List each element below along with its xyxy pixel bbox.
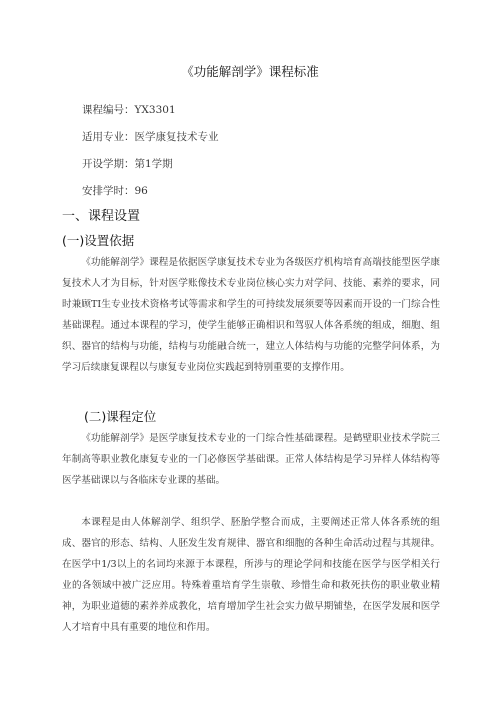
meta-hours: 安排学时：96 — [82, 185, 148, 197]
paragraph-basis: 《功能解剖学》课程是依据医学康复技术专业为各级医疗机构培育高端技能型医学康复技术人才为目标，针对医学账像技术专业岗位核心实力对学问、技能、素养的要求，同时兼顾TI生专业技术资格考试等需求和学生的可持续发展须要等因素而开设的一门综合性基础课程。通过本课程的学习，使学生能够正确相识和驾驭人体各系统的组成，细胞、组织、器官的结构与功能，结构与功能融合统一，建立人体结构与功能的完整学问体系，为学习后续康复课程以与康复专业岗位实践起到特别重要的支撑作用。 — [62, 257, 441, 373]
subsection-heading-positioning: (二)课程定位 — [84, 409, 157, 424]
meta-major: 适用专业：医学康复技术专业 — [82, 131, 219, 143]
meta-course-code: 课程编号：YX3301 — [82, 104, 176, 116]
meta-semester: 开设学期：第1学期 — [82, 158, 173, 170]
subsection-heading-basis: (一)设置依据 — [62, 233, 135, 248]
page-title: 《功能解剖学》课程标准 — [181, 64, 319, 79]
paragraph-positioning-2: 本课程是由人体解剖学、组织学、胚胎学整合而成，主要阐述正常人体各系统的组成、器官的形态、结构、人胚发生发育规律、器官和细胞的各种生命活动过程与其规律。在医学中1/3以上的名词均来源于本课程，所涉与的理论学问和技能在医学与医学相关行业的各领域中被广泛应用。特殊着重培育学生崇敬、珍惜生命和救死扶伤的职业敬业精神，为职业道德的素养养成教化，培育增加学生社会实力做早期铺垫，在医学发展和医学人才培育中具有重要的地位和作用。 — [62, 517, 440, 633]
section-heading-1: 一、课程设置 — [62, 209, 141, 224]
paragraph-positioning-1: 《功能解剖学》是医学康复技术专业的一门综合性基础课程。是鹤壁职业技术学院三年制高等职业教化康复专业的一门必修医学基础课。正常人体结构是学习异样人体结构等医学基础课以与各临床专业课的基础。 — [62, 433, 440, 486]
